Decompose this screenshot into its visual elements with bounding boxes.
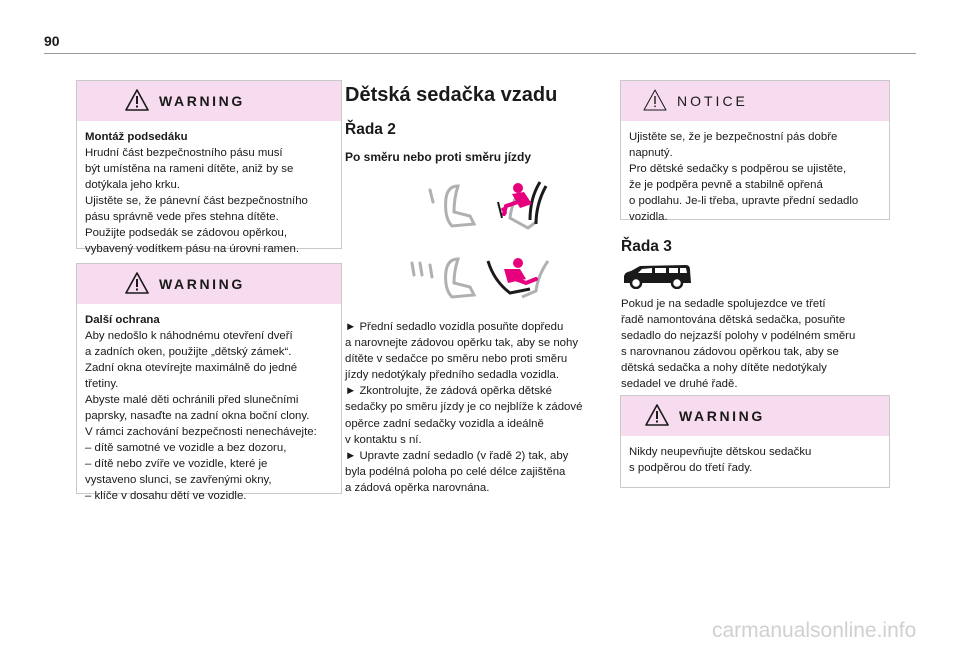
notice-body	[621, 121, 889, 233]
warning-label: WARNING	[159, 276, 245, 292]
page-number: 90	[44, 33, 60, 49]
warning-heading: Montáž podsedáku	[85, 131, 188, 143]
van-icon	[622, 263, 694, 289]
warning-box-additional-protection	[76, 263, 342, 502]
notice-text: Ujistěte se, že je bezpečnostní pás dobře napnutý. Pro dětské sedačky s podpěrou se ujistěte, že je podpěra pevně a stabilně opřená o podlahu. Je-li třeba, upravte přední sedadlo vozidla.	[629, 131, 859, 223]
header-rule	[44, 53, 916, 54]
warning-text: Hrudní část bezpečnostního pásu musí být umístěna na rameni dítěte, aniž by se dotýkala jeho krku. Ujistěte se, že pánevní část bezpečnostního pásu správně vede přes stehna dítěte. Použijte podsedák se zádovou opěrkou, vybavený vodítkem pásu na úrovni ramen.	[85, 147, 308, 255]
warning-body	[77, 121, 341, 265]
child-seat-rearward-icon	[488, 258, 548, 297]
row2-heading: Řada 2	[345, 121, 396, 138]
warning-heading: Další ochrana	[85, 314, 160, 326]
warning-label: WARNING	[679, 408, 765, 424]
row2-subheading: Po směru nebo proti směru jízdy	[345, 150, 532, 164]
child-seat-forward-icon	[498, 182, 546, 228]
warning-triangle-icon	[645, 404, 669, 426]
warning-header	[621, 396, 889, 436]
row2-instructions: ► Přední sedadlo vozidla posuňte dopředu a narovnejte zádovou opěrku tak, aby se nohy dítěte v sedačce po směru nebo proti směru jízdy nedotýkaly předního sedadla vozidla. ► Zkontrolujte, že zádová opěrka dětské sedačky po směru jízdy je co nejblíže k zádové opěrce zadní sedačky vozidla a ideálně v kontaktu s ní. ► Upravte zadní sedadlo (v řadě 2) tak, aby byla podélná poloha po celé délce zajištěna a zádová opěrka narovnána.	[345, 321, 583, 494]
notice-label: NOTICE	[677, 93, 748, 109]
warning-text: Aby nedošlo k náhodnému otevření dveří a zadních oken, použijte „dětský zámek“. Zadní okna otevírejte maximálně do jedné třetiny. Abyste malé děti ochránili před slunečními paprsky, nasaďte na zadní okna boční clony. V rámci zachování bezpečnosti nenechávejte: – dítě samotné ve vozidle a bez dozoru, – dítě nebo zvíře ve vozidle, které je vystaveno slunci, se zavřenými okny, – klíče v dosahu dětí ve vozidle.	[85, 330, 317, 502]
warning-body	[77, 304, 341, 512]
warning-box-seat-booster	[76, 80, 342, 255]
warning-body	[621, 436, 889, 484]
section-title: Dětská sedačka vzadu	[345, 84, 558, 106]
seat-icon	[412, 259, 474, 297]
warning-header	[77, 264, 341, 304]
seat-icon	[430, 186, 474, 226]
warning-box-row3	[620, 395, 890, 488]
warning-triangle-icon	[125, 89, 149, 111]
notice-box	[620, 80, 890, 223]
child-seat-forward-illustration	[400, 178, 555, 238]
row3-text: Pokud je na sedadle spolujezdce ve třetí řadě namontována dětská sedačka, posuňte sedadlo do nejzazší polohy v podélném směru s narovnanou zádovou opěrkou tak, aby se dětská sedačka a nohy dítěte nedotýkaly sedadel ve druhé řadě.	[621, 298, 856, 391]
child-seat-rearward-illustration	[400, 253, 555, 303]
notice-header	[621, 81, 889, 121]
warning-label: WARNING	[159, 93, 245, 109]
warning-triangle-icon	[643, 89, 667, 111]
warning-triangle-icon	[125, 272, 149, 294]
row3-heading: Řada 3	[621, 238, 672, 255]
warning-header	[77, 81, 341, 121]
watermark: carmanualsonline.info	[712, 619, 917, 642]
warning-text: Nikdy neupevňujte dětskou sedačku s podpěrou do třetí řady.	[629, 446, 812, 474]
